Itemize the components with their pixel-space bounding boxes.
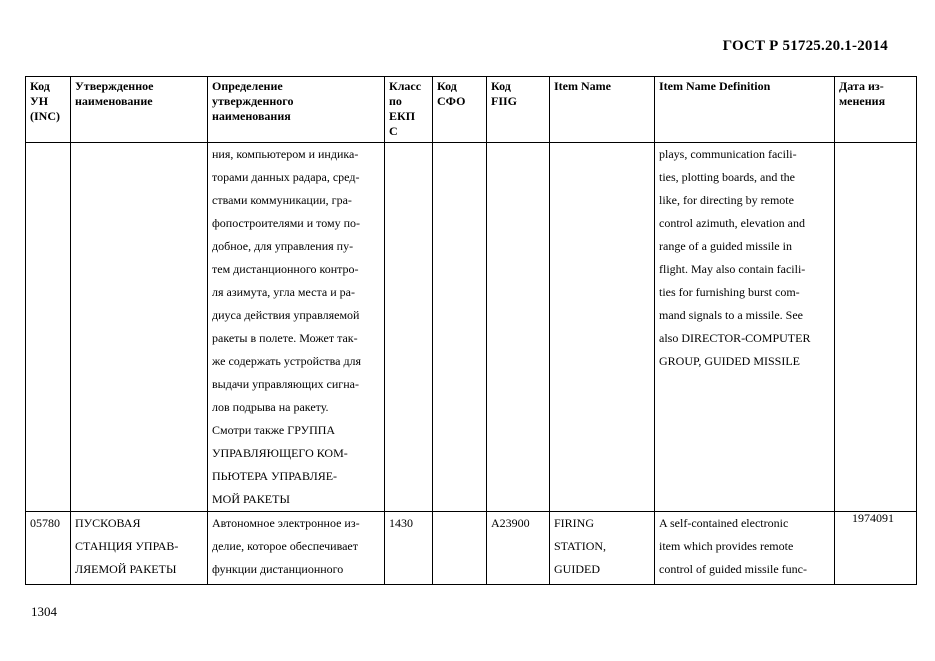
- cell-sfo: [433, 512, 487, 585]
- table-row-entry: [26, 512, 917, 585]
- cell-inc: [26, 143, 71, 512]
- cell-item-name: [550, 143, 655, 512]
- cell-definition-ru: ния, компьютером и индика- торами данных радара, сред- ствами коммуникации, гра- фопостроителями и тому по- добное, для управления пу- тем дистанционного контро- ля азимута, угла места и ра- диуса действия управляемой ракеты в полете. Может так- же содержать устройства для выдачи управляющих сигна- лов подрыва на ракету. Смотри также ГРУППА УПРАВЛЯЮЩЕГО КОМ- ПЬЮТЕРА УПРАВЛЯЕ- МОЙ РАКЕТЫ: [208, 143, 385, 512]
- table-row-continuation: [26, 143, 917, 512]
- column-header-class: Класс по ЕКП С: [385, 77, 433, 143]
- page-number: 1304: [31, 604, 57, 619]
- column-header-change-date: Дата из- менения: [835, 77, 917, 143]
- cell-change-date: 1974091: [835, 512, 917, 585]
- column-header-inc: Код УН (INC): [26, 77, 71, 143]
- cell-item-name-definition: A self-contained electronic item which provides remote control of guided missile func-: [655, 512, 835, 585]
- cell-inc: 05780: [26, 512, 71, 585]
- cell-class: 1430: [385, 512, 433, 585]
- cell-item-name-definition: plays, communication facili- ties, plotting boards, and the like, for directing by remote control azimuth, elevation and range of a guided missile in flight. May also contain facili- ties for furnishing burst com- mand signals to a missile. See also DIRECTOR-COMPUTER GROUP, GUIDED MISSILE: [655, 143, 835, 512]
- standard-code: ГОСТ Р 51725.20.1-2014: [722, 38, 888, 54]
- cell-class: [385, 143, 433, 512]
- cell-definition-ru: Автономное электронное из- делие, которое обеспечивает функции дистанционного: [208, 512, 385, 585]
- column-header-sfo: Код СФО: [433, 77, 487, 143]
- cell-approved-name: ПУСКОВАЯ СТАНЦИЯ УПРАВ- ЛЯЕМОЙ РАКЕТЫ: [71, 512, 208, 585]
- header-row: [26, 77, 917, 143]
- cell-fiig: [487, 143, 550, 512]
- column-header-fiig: Код FIIG: [487, 77, 550, 143]
- cell-sfo: [433, 143, 487, 512]
- column-header-definition-ru: Определение утвержденного наименования: [208, 77, 385, 143]
- column-header-item-name: Item Name: [550, 77, 655, 143]
- cell-item-name: FIRING STATION, GUIDED: [550, 512, 655, 585]
- classification-table: [25, 76, 917, 585]
- cell-fiig: A23900: [487, 512, 550, 585]
- cell-approved-name: [71, 143, 208, 512]
- column-header-approved-name: Утвержденное наименование: [71, 77, 208, 143]
- cell-change-date: [835, 143, 917, 512]
- column-header-item-name-definition: Item Name Definition: [655, 77, 835, 143]
